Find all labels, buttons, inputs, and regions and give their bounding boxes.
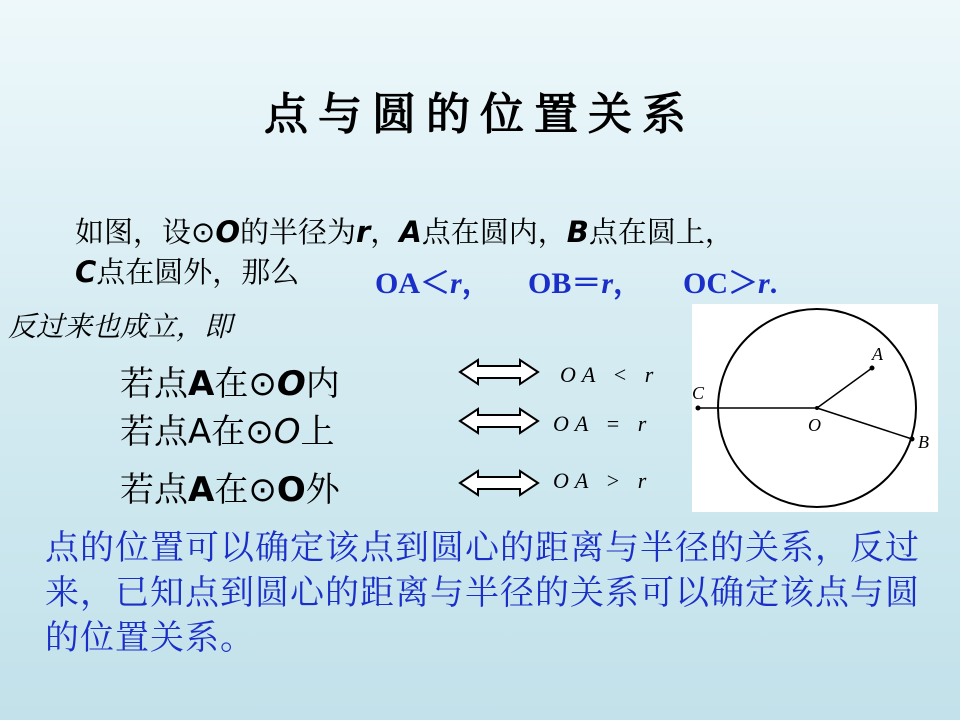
case-point: A (188, 412, 212, 452)
case-text: 若点 (120, 364, 188, 404)
segment-oa (817, 368, 872, 408)
relation-op: ＝ (571, 267, 602, 300)
double-arrow-icon (458, 357, 540, 387)
relation-lhs: OB (528, 267, 572, 300)
point-b (910, 437, 915, 442)
symbol-C: C (75, 255, 97, 289)
relation-rhs: r (758, 267, 770, 300)
circle-figure (692, 304, 938, 512)
label-c: C (692, 383, 705, 403)
intro-text: 的半径为 (239, 215, 356, 249)
case-text: 内 (305, 364, 340, 404)
symbol-O: O (215, 215, 240, 249)
case-inside (120, 356, 340, 405)
label-a: A (872, 344, 883, 364)
case-outside (120, 462, 340, 511)
case-text: 若点 (120, 412, 188, 452)
relation-sep: ， (461, 267, 492, 300)
formula-on: OA = r (553, 411, 653, 436)
point-c (696, 406, 701, 411)
relation-ob (528, 258, 643, 302)
intro-text: 点在圆上， (588, 215, 734, 249)
relation-oa (375, 258, 492, 302)
segment-ob (817, 408, 912, 439)
formula-outside: OA > r (553, 468, 653, 493)
summary-paragraph: 点的位置可以确定该点到圆心的距离与半径的关系，反过来，已知点到圆心的距离与半径的关系可以确定该点与圆的位置关系。 (45, 528, 920, 658)
double-arrow-icon (458, 406, 540, 436)
intro-line-1 (75, 212, 734, 252)
case-on (120, 404, 335, 453)
relation-lhs: OC (683, 267, 728, 300)
label-b: B (918, 432, 929, 452)
formula-inside: OA < r (560, 362, 660, 387)
symbol-r: r (355, 215, 371, 249)
symbol-A: A (399, 215, 422, 249)
relation-op: ＞ (728, 267, 758, 300)
intro-text: 如图，设⊙ (75, 215, 216, 249)
case-circle: O (273, 412, 301, 452)
case-text: 若点 (120, 470, 188, 510)
circle-diagram (692, 304, 938, 512)
intro-text: 点在圆外，那么 (96, 255, 300, 289)
symbol-B: B (566, 215, 589, 249)
slide-title: 点与圆的位置关系 (264, 89, 696, 140)
case-text: 在⊙ (214, 364, 277, 404)
relation-sep: ， (613, 267, 644, 300)
intro-text: ， (370, 215, 400, 249)
point-a (870, 366, 875, 371)
point-o (815, 406, 819, 410)
case-text: 在⊙ (214, 470, 277, 510)
relation-rhs: r (450, 267, 462, 300)
case-circle: O (276, 470, 306, 510)
relation-op: ＜ (420, 267, 450, 300)
label-o: O (808, 415, 821, 435)
case-text: 外 (305, 470, 340, 510)
relation-rhs: r (601, 267, 614, 300)
converse-text: 反过来也成立，即 (8, 310, 233, 343)
case-text: 在⊙ (211, 412, 274, 452)
double-arrow-icon (458, 468, 540, 498)
relation-oc (683, 258, 777, 302)
case-point: A (188, 470, 215, 510)
case-circle: O (276, 364, 306, 404)
relation-sep: . (769, 267, 778, 300)
case-point: A (188, 364, 215, 404)
case-text: 上 (300, 412, 335, 452)
intro-text: 点在圆内， (421, 215, 567, 249)
relation-lhs: OA (375, 267, 420, 300)
